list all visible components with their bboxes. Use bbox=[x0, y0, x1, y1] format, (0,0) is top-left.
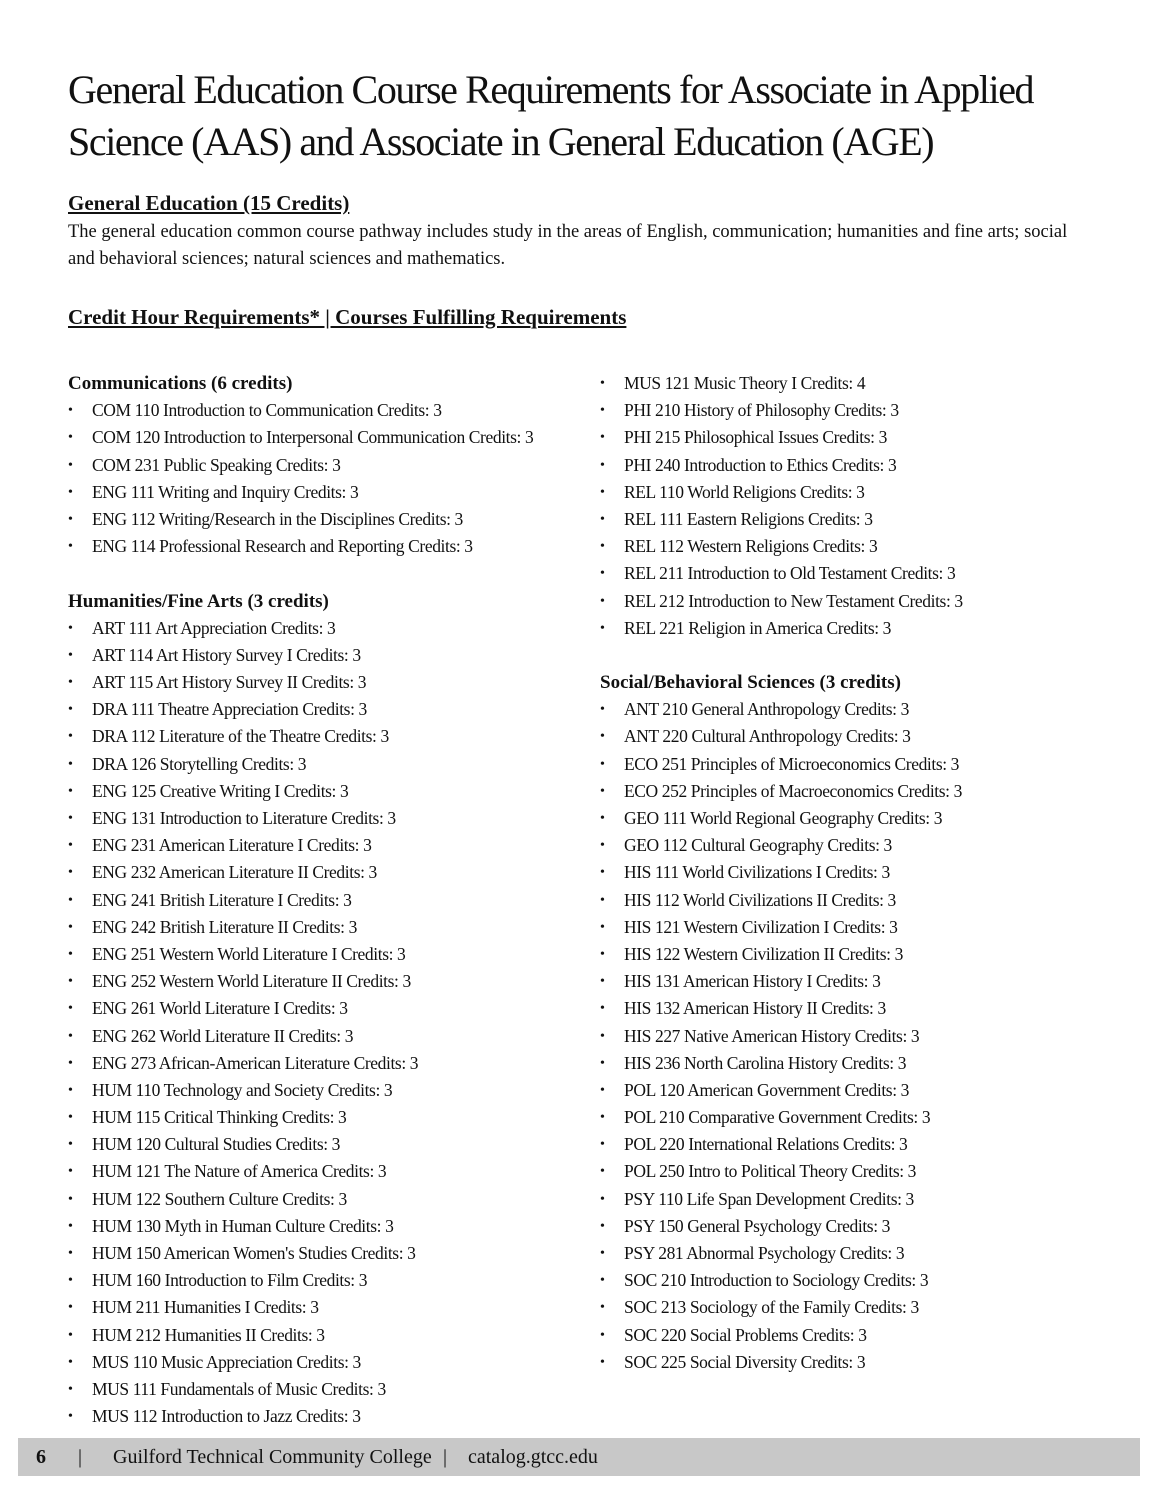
course-text: DRA 126 Storytelling Credits: 3 bbox=[92, 753, 307, 774]
course-item bbox=[600, 1104, 1120, 1131]
bullet-icon: • bbox=[68, 892, 73, 908]
course-item bbox=[68, 642, 588, 669]
social-sciences-list bbox=[600, 696, 1120, 1376]
bullet-icon: • bbox=[68, 430, 73, 446]
course-item bbox=[600, 370, 1120, 397]
course-text: ENG 273 African-American Literature Credits: 3 bbox=[92, 1052, 419, 1073]
course-item bbox=[600, 832, 1120, 859]
course-item bbox=[68, 832, 588, 859]
bullet-icon: • bbox=[600, 783, 605, 799]
course-text: MUS 121 Music Theory I Credits: 4 bbox=[624, 373, 866, 393]
course-item bbox=[600, 723, 1120, 750]
bullet-icon: • bbox=[600, 620, 605, 636]
course-text: PHI 215 Philosophical Issues Credits: 3 bbox=[624, 427, 887, 448]
bullet-icon: • bbox=[68, 620, 73, 636]
bullet-icon: • bbox=[600, 1354, 605, 1370]
course-text: HIS 132 American History II Credits: 3 bbox=[624, 998, 886, 1019]
general-education-heading: General Education (15 Credits) bbox=[68, 191, 350, 215]
course-text: PSY 150 General Psychology Credits: 3 bbox=[624, 1215, 890, 1236]
course-text: ENG 114 Professional Research and Reporting Credits: 3 bbox=[92, 536, 473, 557]
course-item bbox=[68, 669, 588, 696]
bullet-icon: • bbox=[600, 838, 605, 854]
course-item bbox=[68, 887, 588, 914]
page-footer bbox=[18, 1438, 1140, 1476]
course-item bbox=[600, 1158, 1120, 1185]
course-item bbox=[600, 506, 1120, 533]
bullet-icon: • bbox=[600, 1327, 605, 1343]
course-text: ENG 131 Introduction to Literature Credits: 3 bbox=[92, 808, 396, 828]
bullet-icon: • bbox=[600, 1164, 605, 1180]
bullet-icon: • bbox=[600, 974, 605, 990]
bullet-icon: • bbox=[68, 974, 73, 990]
course-item bbox=[600, 533, 1120, 560]
course-item bbox=[600, 1349, 1120, 1376]
course-text: POL 120 American Government Credits: 3 bbox=[624, 1079, 910, 1100]
course-item bbox=[68, 805, 588, 832]
course-item bbox=[600, 1322, 1120, 1349]
course-text: HUM 211 Humanities I Credits: 3 bbox=[92, 1297, 319, 1318]
course-text: MUS 111 Fundamentals of Music Credits: 3 bbox=[92, 1378, 386, 1399]
course-item bbox=[68, 1294, 588, 1321]
course-text: HIS 111 World Civilizations I Credits: 3 bbox=[624, 862, 890, 883]
bullet-icon: • bbox=[68, 1055, 73, 1071]
bullet-icon: • bbox=[68, 484, 73, 500]
bullet-icon: • bbox=[68, 539, 73, 555]
communications-list bbox=[68, 397, 588, 560]
course-text: PHI 210 History of Philosophy Credits: 3 bbox=[624, 400, 899, 421]
footer-separator: | bbox=[443, 1446, 448, 1468]
bullet-icon: • bbox=[68, 1137, 73, 1153]
course-text: ENG 241 British Literature I Credits: 3 bbox=[92, 889, 352, 910]
course-text: REL 212 Introduction to New Testament Credits: 3 bbox=[624, 590, 963, 611]
course-item bbox=[68, 479, 588, 506]
bullet-icon: • bbox=[68, 756, 73, 772]
bullet-icon: • bbox=[68, 1110, 73, 1126]
course-item bbox=[68, 859, 588, 886]
general-education-description: The general education common course pathway includes study in the areas of English, communication; humanities and fine arts; social and behavioral sciences; natural sciences and mathematics. bbox=[68, 222, 1068, 269]
course-item bbox=[68, 968, 588, 995]
bullet-icon: • bbox=[68, 1273, 73, 1289]
course-text: HUM 121 The Nature of America Credits: 3 bbox=[92, 1161, 387, 1182]
course-text: POL 220 International Relations Credits: 3 bbox=[624, 1134, 908, 1155]
bullet-icon: • bbox=[68, 838, 73, 854]
course-text: HUM 110 Technology and Society Credits: 3 bbox=[92, 1079, 393, 1100]
course-text: GEO 112 Cultural Geography Credits: 3 bbox=[624, 835, 892, 856]
course-item bbox=[600, 397, 1120, 424]
course-text: HIS 227 Native American History Credits: 3 bbox=[624, 1025, 920, 1046]
course-item bbox=[600, 424, 1120, 451]
course-text: ECO 252 Principles of Macroeconomics Credits: 3 bbox=[624, 780, 962, 801]
course-text: HIS 121 Western Civilization I Credits: 3 bbox=[624, 916, 898, 937]
bullet-icon: • bbox=[68, 675, 73, 691]
course-text: ENG 232 American Literature II Credits: 3 bbox=[92, 862, 377, 883]
course-text: REL 211 Introduction to Old Testament Credits: 3 bbox=[624, 563, 956, 584]
course-item bbox=[600, 1131, 1120, 1158]
course-text: MUS 112 Introduction to Jazz Credits: 3 bbox=[92, 1406, 361, 1427]
bullet-icon: • bbox=[68, 1327, 73, 1343]
course-item bbox=[600, 1294, 1120, 1321]
course-text: REL 221 Religion in America Credits: 3 bbox=[624, 617, 892, 638]
bullet-icon: • bbox=[68, 783, 73, 799]
course-text: ENG 251 Western World Literature I Credits: 3 bbox=[92, 943, 406, 964]
course-text: ENG 242 British Literature II Credits: 3 bbox=[92, 916, 357, 937]
bullet-icon: • bbox=[68, 457, 73, 473]
course-item bbox=[68, 1403, 588, 1430]
course-item bbox=[600, 1267, 1120, 1294]
course-text: HUM 115 Critical Thinking Credits: 3 bbox=[92, 1107, 347, 1128]
humanities-list bbox=[68, 615, 588, 1431]
course-item bbox=[600, 696, 1120, 723]
course-item bbox=[600, 479, 1120, 506]
bullet-icon: • bbox=[600, 593, 605, 609]
bullet-icon: • bbox=[68, 1409, 73, 1425]
bullet-icon: • bbox=[600, 484, 605, 500]
course-item bbox=[68, 1186, 588, 1213]
bullet-icon: • bbox=[68, 403, 73, 419]
course-item bbox=[68, 1131, 588, 1158]
bullet-icon: • bbox=[68, 1001, 73, 1017]
bullet-icon: • bbox=[600, 511, 605, 527]
course-text: ENG 261 World Literature I Credits: 3 bbox=[92, 998, 348, 1019]
requirements-heading: Credit Hour Requirements* | Courses Fulfilling Requirements bbox=[68, 305, 627, 329]
course-text: ENG 262 World Literature II Credits: 3 bbox=[92, 1025, 354, 1046]
course-item bbox=[600, 1240, 1120, 1267]
course-item bbox=[68, 615, 588, 642]
bullet-icon: • bbox=[600, 1082, 605, 1098]
course-text: COM 110 Introduction to Communication Credits: 3 bbox=[92, 400, 442, 421]
humanities-heading: Humanities/Fine Arts (3 credits) bbox=[68, 590, 329, 612]
course-text: HUM 212 Humanities II Credits: 3 bbox=[92, 1324, 325, 1345]
course-item bbox=[600, 560, 1120, 587]
course-text: COM 120 Introduction to Interpersonal Communication Credits: 3 bbox=[92, 427, 534, 448]
bullet-icon: • bbox=[600, 756, 605, 772]
bullet-icon: • bbox=[600, 865, 605, 881]
course-item bbox=[600, 968, 1120, 995]
bullet-icon: • bbox=[68, 647, 73, 663]
course-text: SOC 220 Social Problems Credits: 3 bbox=[624, 1324, 867, 1345]
course-item bbox=[68, 452, 588, 479]
page-number: 6 bbox=[36, 1446, 46, 1468]
course-item bbox=[600, 778, 1120, 805]
bullet-icon: • bbox=[68, 1381, 73, 1397]
footer-separator: | bbox=[78, 1446, 83, 1468]
course-text: ECO 251 Principles of Microeconomics Credits: 3 bbox=[624, 753, 960, 774]
course-text: SOC 225 Social Diversity Credits: 3 bbox=[624, 1351, 866, 1372]
course-item bbox=[68, 1349, 588, 1376]
course-item bbox=[600, 588, 1120, 615]
page-title: General Education Course Requirements for Associate in Applied Science (AAS) and Associate in General Education (AGE) bbox=[68, 67, 1034, 164]
bullet-icon: • bbox=[600, 566, 605, 582]
course-item bbox=[68, 1104, 588, 1131]
course-text: HIS 122 Western Civilization II Credits: 3 bbox=[624, 943, 903, 964]
course-item bbox=[68, 751, 588, 778]
course-text: ENG 252 Western World Literature II Credits: 3 bbox=[92, 971, 411, 992]
course-item bbox=[600, 887, 1120, 914]
course-text: SOC 213 Sociology of the Family Credits: 3 bbox=[624, 1297, 919, 1318]
course-item bbox=[68, 424, 588, 451]
bullet-icon: • bbox=[68, 865, 73, 881]
course-item bbox=[68, 1213, 588, 1240]
course-item bbox=[68, 533, 588, 560]
course-text: ART 115 Art History Survey II Credits: 3 bbox=[92, 672, 367, 693]
bullet-icon: • bbox=[600, 1028, 605, 1044]
course-text: ENG 111 Writing and Inquiry Credits: 3 bbox=[92, 481, 359, 502]
bullet-icon: • bbox=[600, 1001, 605, 1017]
course-item bbox=[600, 805, 1120, 832]
course-text: DRA 111 Theatre Appreciation Credits: 3 bbox=[92, 699, 367, 720]
course-item bbox=[68, 778, 588, 805]
course-item bbox=[68, 1050, 588, 1077]
course-text: ART 111 Art Appreciation Credits: 3 bbox=[92, 617, 336, 638]
college-name: Guilford Technical Community College bbox=[113, 1446, 432, 1468]
course-item bbox=[600, 751, 1120, 778]
course-item bbox=[68, 506, 588, 533]
course-text: PSY 110 Life Span Development Credits: 3 bbox=[624, 1188, 914, 1209]
bullet-icon: • bbox=[600, 729, 605, 745]
course-text: PHI 240 Introduction to Ethics Credits: 3 bbox=[624, 454, 897, 475]
bullet-icon: • bbox=[68, 946, 73, 962]
course-item bbox=[68, 1267, 588, 1294]
course-text: POL 250 Intro to Political Theory Credits: 3 bbox=[624, 1161, 917, 1182]
bullet-icon: • bbox=[68, 1191, 73, 1207]
bullet-icon: • bbox=[600, 811, 605, 826]
left-column bbox=[68, 370, 588, 1430]
course-text: POL 210 Comparative Government Credits: 3 bbox=[624, 1107, 931, 1128]
course-text: PSY 281 Abnormal Psychology Credits: 3 bbox=[624, 1243, 905, 1263]
bullet-icon: • bbox=[68, 702, 73, 718]
course-text: HIS 131 American History I Credits: 3 bbox=[624, 971, 881, 992]
course-text: ART 114 Art History Survey I Credits: 3 bbox=[92, 644, 361, 665]
course-item bbox=[68, 397, 588, 424]
course-text: COM 231 Public Speaking Credits: 3 bbox=[92, 454, 341, 475]
bullet-icon: • bbox=[600, 1137, 605, 1153]
course-item bbox=[68, 723, 588, 750]
catalog-url: catalog.gtcc.edu bbox=[468, 1446, 598, 1468]
course-item bbox=[68, 1240, 588, 1267]
course-text: HUM 150 American Women's Studies Credits: 3 bbox=[92, 1243, 416, 1263]
course-item bbox=[600, 615, 1120, 642]
course-text: HUM 120 Cultural Studies Credits: 3 bbox=[92, 1134, 341, 1155]
bullet-icon: • bbox=[600, 946, 605, 962]
course-text: ANT 210 General Anthropology Credits: 3 bbox=[624, 699, 909, 720]
course-item bbox=[68, 1158, 588, 1185]
bullet-icon: • bbox=[600, 702, 605, 718]
course-text: HUM 130 Myth in Human Culture Credits: 3 bbox=[92, 1215, 394, 1236]
bullet-icon: • bbox=[600, 1273, 605, 1289]
bullet-icon: • bbox=[600, 1191, 605, 1207]
bullet-icon: • bbox=[600, 919, 605, 935]
course-text: ENG 112 Writing/Research in the Disciplines Credits: 3 bbox=[92, 508, 463, 529]
bullet-icon: • bbox=[68, 511, 73, 527]
course-item bbox=[68, 1376, 588, 1403]
course-item bbox=[68, 1322, 588, 1349]
bullet-icon: • bbox=[68, 1218, 73, 1234]
bullet-icon: • bbox=[68, 1164, 73, 1180]
communications-heading: Communications (6 credits) bbox=[68, 373, 293, 394]
course-text: ENG 125 Creative Writing I Credits: 3 bbox=[92, 780, 349, 801]
bullet-icon: • bbox=[600, 376, 605, 391]
right-column bbox=[600, 370, 1120, 1376]
course-text: SOC 210 Introduction to Sociology Credits: 3 bbox=[624, 1270, 929, 1291]
course-item bbox=[600, 914, 1120, 941]
bullet-icon: • bbox=[600, 539, 605, 555]
course-item bbox=[68, 1023, 588, 1050]
course-text: GEO 111 World Regional Geography Credits: 3 bbox=[624, 808, 943, 828]
course-text: REL 110 World Religions Credits: 3 bbox=[624, 481, 865, 502]
bullet-icon: • bbox=[68, 1028, 73, 1044]
bullet-icon: • bbox=[600, 1218, 605, 1234]
bullet-icon: • bbox=[600, 1110, 605, 1126]
bullet-icon: • bbox=[68, 811, 73, 826]
course-item bbox=[600, 452, 1120, 479]
bullet-icon: • bbox=[600, 1246, 605, 1261]
course-item bbox=[600, 859, 1120, 886]
course-text: REL 112 Western Religions Credits: 3 bbox=[624, 536, 878, 557]
bullet-icon: • bbox=[600, 430, 605, 446]
bullet-icon: • bbox=[600, 1055, 605, 1071]
course-item bbox=[600, 1186, 1120, 1213]
course-item bbox=[600, 1023, 1120, 1050]
course-item bbox=[600, 1077, 1120, 1104]
course-text: ENG 231 American Literature I Credits: 3 bbox=[92, 835, 372, 856]
bullet-icon: • bbox=[68, 1354, 73, 1370]
bullet-icon: • bbox=[68, 1082, 73, 1098]
bullet-icon: • bbox=[68, 1300, 73, 1316]
course-item bbox=[600, 941, 1120, 968]
course-text: DRA 112 Literature of the Theatre Credits: 3 bbox=[92, 726, 389, 747]
bullet-icon: • bbox=[600, 892, 605, 908]
course-item bbox=[68, 914, 588, 941]
bullet-icon: • bbox=[600, 457, 605, 473]
course-item bbox=[68, 941, 588, 968]
humanities-continued-list bbox=[600, 370, 1120, 642]
course-item bbox=[600, 995, 1120, 1022]
course-text: HIS 236 North Carolina History Credits: 3 bbox=[624, 1052, 907, 1073]
course-text: HUM 160 Introduction to Film Credits: 3 bbox=[92, 1270, 368, 1291]
bullet-icon: • bbox=[68, 729, 73, 745]
course-item bbox=[68, 995, 588, 1022]
course-text: HIS 112 World Civilizations II Credits: 3 bbox=[624, 889, 896, 910]
course-text: REL 111 Eastern Religions Credits: 3 bbox=[624, 508, 873, 529]
social-sciences-heading: Social/Behavioral Sciences (3 credits) bbox=[600, 672, 901, 694]
course-text: ANT 220 Cultural Anthropology Credits: 3 bbox=[624, 726, 911, 747]
course-item bbox=[600, 1213, 1120, 1240]
course-item bbox=[600, 1050, 1120, 1077]
course-item bbox=[68, 696, 588, 723]
bullet-icon: • bbox=[68, 1246, 73, 1261]
bullet-icon: • bbox=[600, 1300, 605, 1316]
course-item bbox=[68, 1077, 588, 1104]
bullet-icon: • bbox=[600, 403, 605, 419]
bullet-icon: • bbox=[68, 919, 73, 935]
course-text: MUS 110 Music Appreciation Credits: 3 bbox=[92, 1351, 361, 1372]
course-text: HUM 122 Southern Culture Credits: 3 bbox=[92, 1188, 347, 1209]
